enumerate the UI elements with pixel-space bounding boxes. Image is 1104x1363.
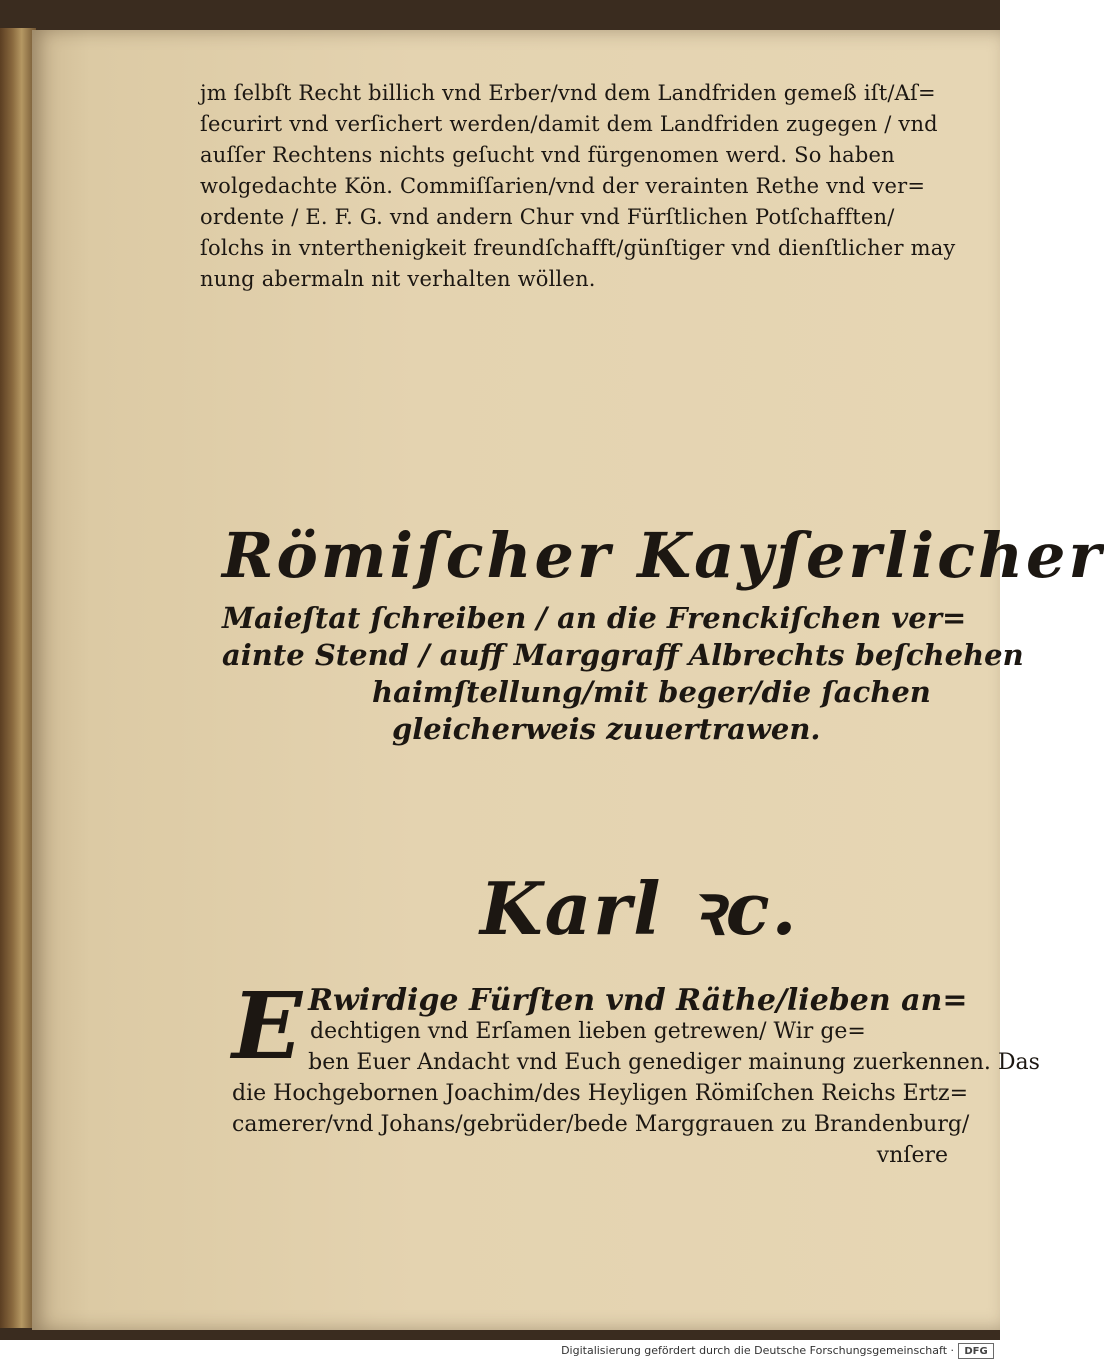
body-line: ſolchs in vnterthenigkeit freundſchafft/günſtiger vnd dienſtlicher may (200, 236, 956, 260)
letter-first-line: Rwirdige Fürſten vnd Räthe/lieben an= (308, 983, 968, 1018)
heading-sub-line: haimſtellung/mit beger/die ſachen (372, 675, 931, 709)
letter-line: camerer/vnd Johans/gebrüder/bede Marggrauen zu Brandenburg/ (232, 1112, 970, 1137)
footer-bar (0, 1340, 1000, 1363)
funding-notice: Digitalisierung gefördert durch die Deutsche Forschungsgemeinschaft · (561, 1344, 954, 1357)
heading-sub-line: gleicherweis zuuertrawen. (392, 712, 821, 746)
heading-sub-line: Maieſtat ſchreiben / an die Frenckiſchen ver= (222, 601, 967, 635)
letter-line: die Hochgebornen Joachim/des Heyligen Römiſchen Reichs Ertz= (232, 1081, 969, 1106)
body-line: nung abermaln nit verhalten wöllen. (200, 267, 596, 291)
heading-title: Römiſcher Kayſerlicher (222, 519, 1104, 592)
drop-capital: E (232, 972, 303, 1080)
letter-line: dechtigen vnd Erſamen lieben getrewen/ Wir ge= (310, 1019, 866, 1044)
body-paragraph (200, 78, 956, 295)
heading-sub-line: ainte Stend / auff Marggraff Albrechts beſchehen (222, 638, 1024, 672)
letter-line: ben Euer Andacht vnd Euch genediger mainung zuerkennen. Das (308, 1050, 1040, 1075)
body-line: auſſer Rechtens nichts geſucht vnd fürgenomen werd. So haben (200, 143, 895, 167)
catchword: vnſere (876, 1143, 948, 1168)
body-line: jm ſelbſt Recht billich vnd Erber/vnd dem Landfriden gemeß iſt/Aſ= (200, 81, 936, 105)
book-edge (0, 28, 36, 1328)
body-line: ſecurirt vnd verſichert werden/damit dem Landfriden zugegen / vnd (200, 112, 938, 136)
body-line: ordente / E. F. G. vnd andern Chur vnd Fürſtlichen Potſchafften/ (200, 205, 895, 229)
letter-paragraph (232, 972, 1040, 1171)
dfg-logo: DFG (958, 1343, 994, 1359)
signature: Karl ꝛc. (480, 866, 799, 951)
body-line: wolgedachte Kön. Commiſſarien/vnd der verainten Rethe vnd ver= (200, 174, 926, 198)
heading-subtitle (222, 600, 1024, 748)
